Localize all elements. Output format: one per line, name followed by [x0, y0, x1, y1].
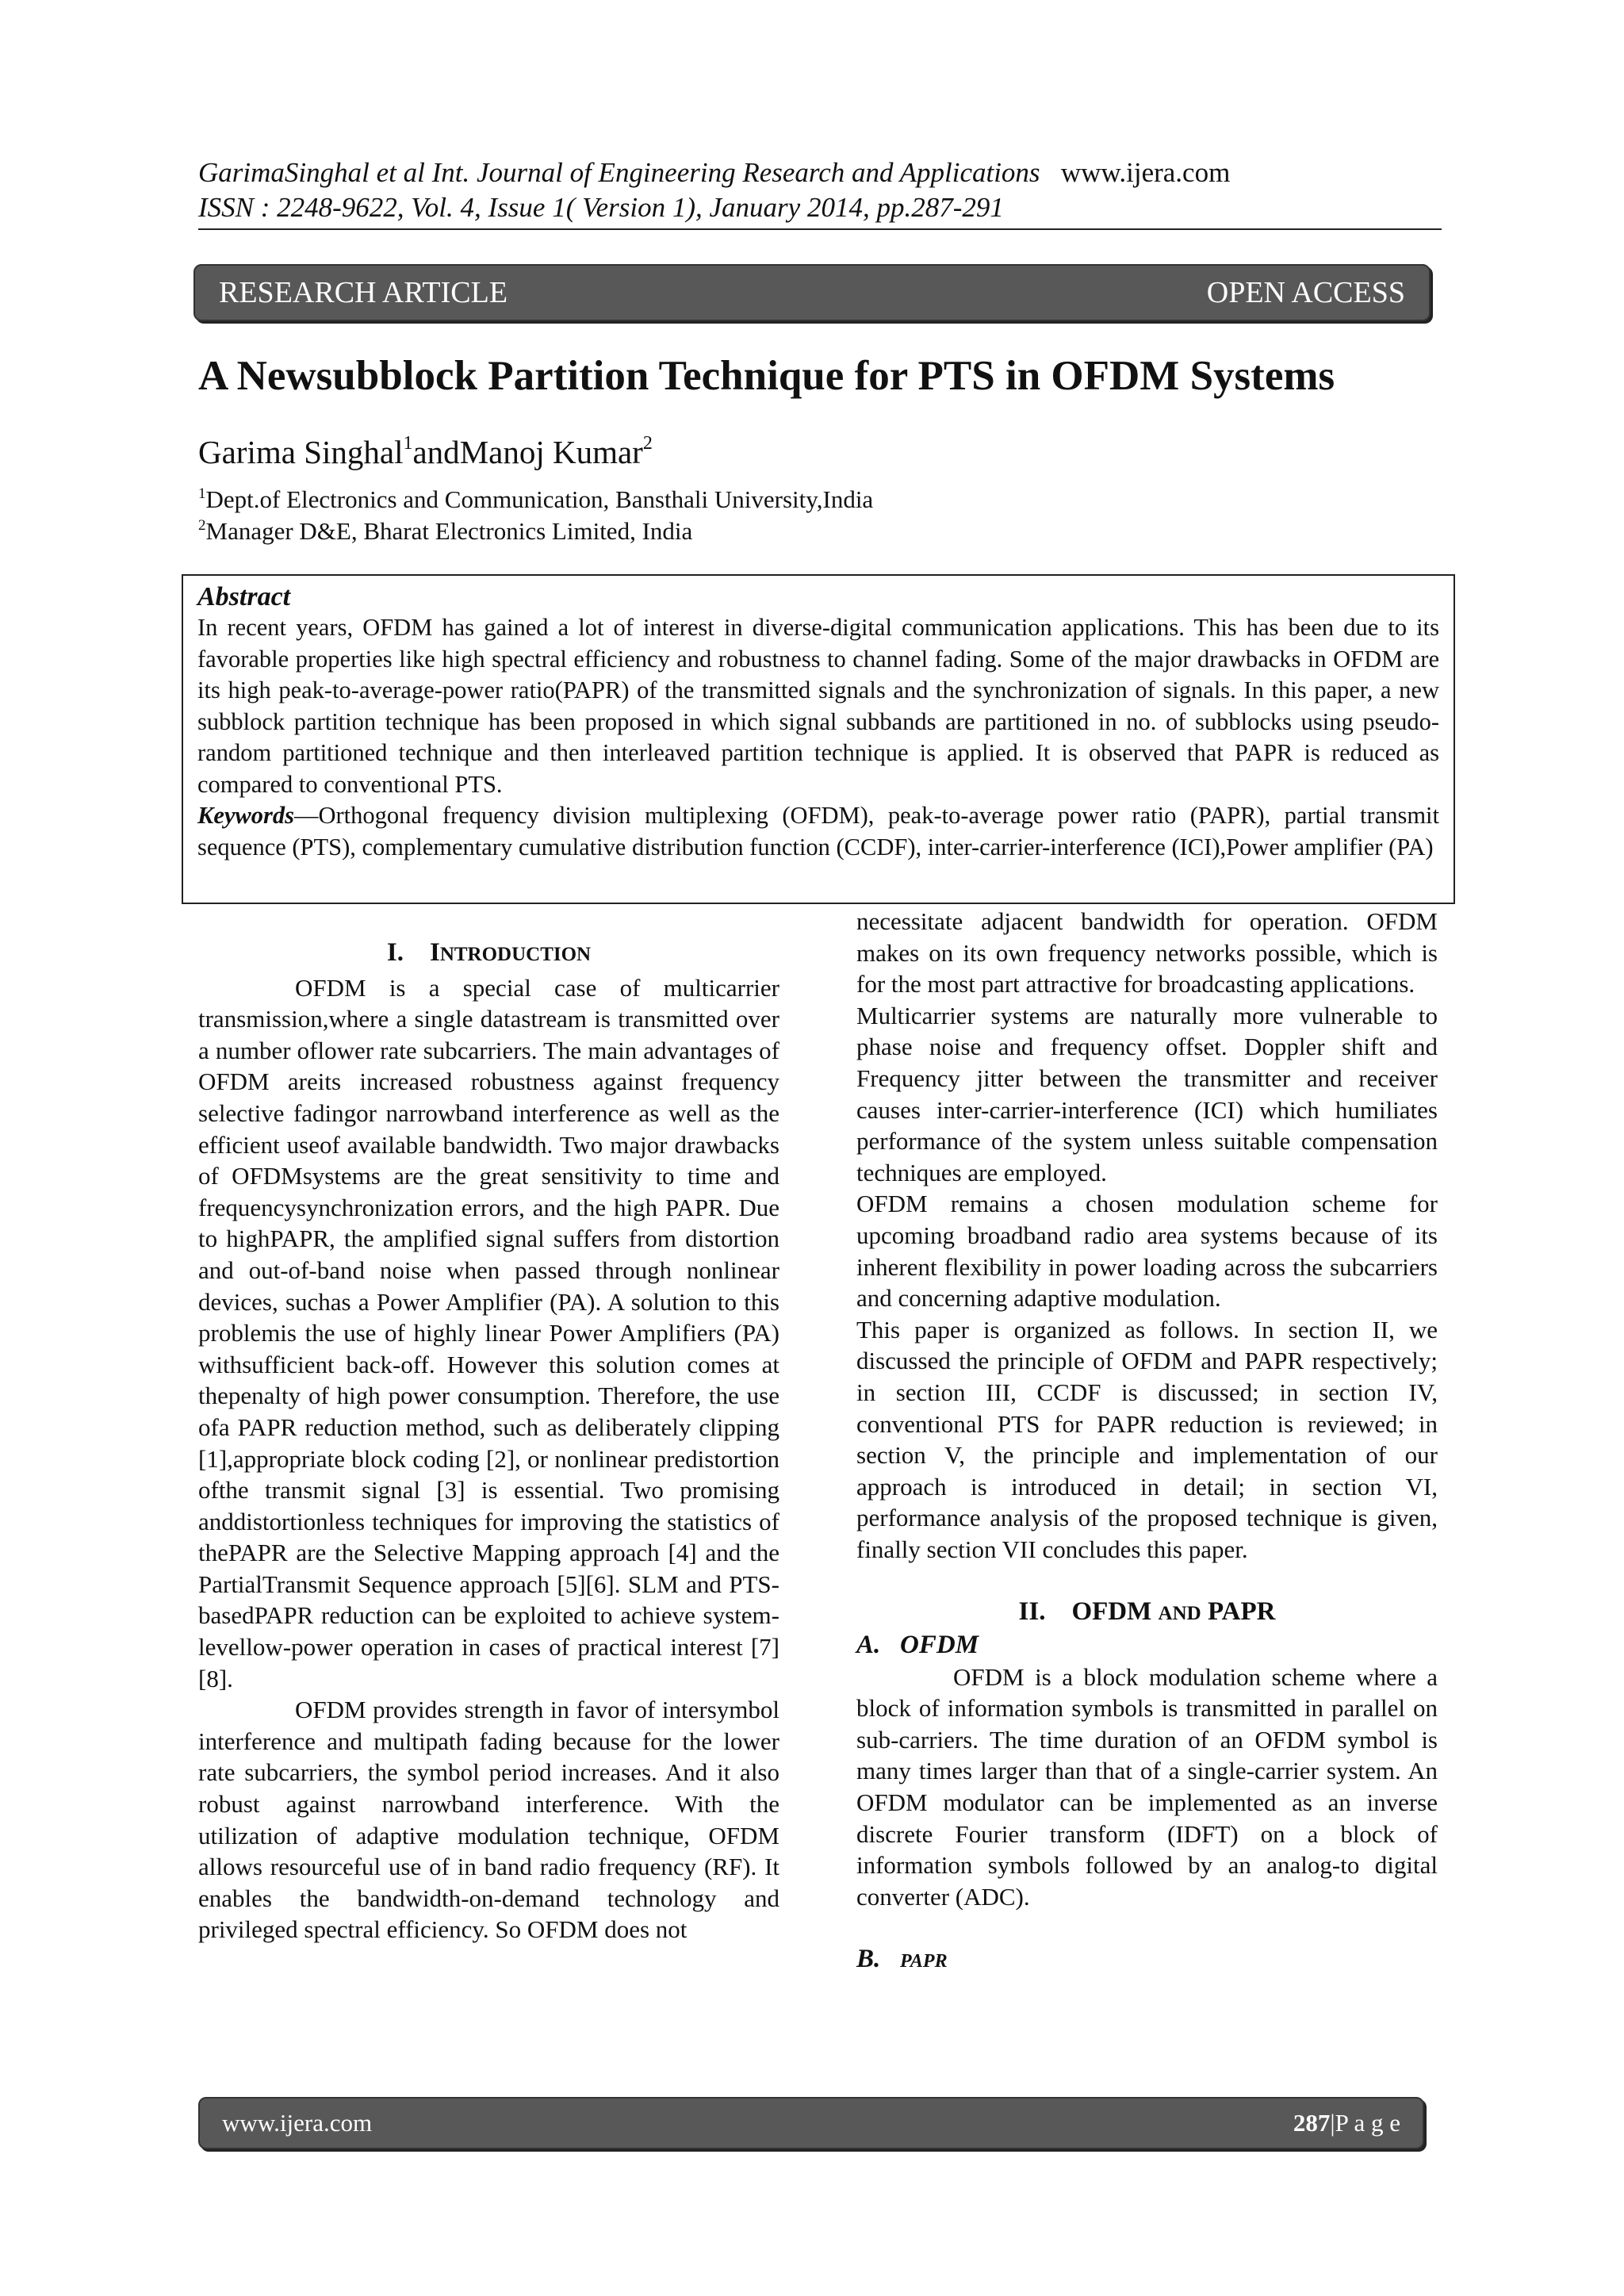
subsection-b-title: PAPR — [900, 1951, 948, 1972]
left-column — [198, 937, 779, 1945]
abstract-box — [182, 574, 1455, 904]
footer-url[interactable]: www.ijera.com — [222, 2109, 373, 2137]
subsection-a-label: A. — [856, 1631, 881, 1660]
subsection-b-heading — [856, 1944, 1438, 1978]
keywords-label: Keywords — [197, 802, 294, 829]
intro-paragraph-2: OFDM provides strength in favor of intersymbol interference and multipath fading because for the lower rate subcarriers, the symbol period increases. And it also robust against narrowband interference. With the utilization of adaptive modulation technique, OFDM allows resourceful use of in band radio frequency (RF). It enables the bandwidth-on-demand technology and privileged spectral efficiency. So OFDM does not — [198, 1696, 779, 1944]
authors — [198, 433, 653, 471]
affiliation-1-sup: 1 — [198, 485, 206, 502]
abstract-text: In recent years, OFDM has gained a lot of interest in diverse-digital communication applications. This has been due to its favorable properties like high spectral efficiency and robustness to channel fading. Some of the major drawbacks in OFDM are its high peak-to-average-power ratio(PAPR) of the transmitted signals and the synchronization of signals. In this paper, a new subblock partition technique has been proposed in which signal subbands are partitioned in no. of subblocks using pseudo-random partitioned technique and then interleaved partition technique is applied. It is observed that PAPR is reduced as compared to conventional PTS. — [197, 614, 1439, 798]
keywords-text: —Orthogonal frequency division multiplexing (OFDM), peak-to-average power ratio (PAPR), partial transmit sequence (PTS), complementary cumulative distribution function (CCDF), inter-carrier-interference (ICI),Power amplifier (PA) — [197, 802, 1439, 861]
author-1-sup: 1 — [403, 433, 413, 454]
right-paragraph-3: OFDM remains a chosen modulation scheme for upcoming broadband radio area systems because of its inherent flexibility in power loading across the subcarriers and concerning adaptive modulation. — [856, 1190, 1438, 1313]
affiliation-2 — [198, 510, 692, 547]
section-1-title: NTRODUCTION — [439, 944, 592, 965]
subsection-a-heading — [856, 1630, 1438, 1662]
author-1: Garima Singhal — [198, 434, 404, 470]
author-2: Manoj Kumar — [459, 434, 643, 470]
right-paragraph-1: necessitate adjacent bandwidth for operation. OFDM makes on its own frequency networks possible, which is for the most part attractive for broadcasting applications. — [856, 907, 1438, 999]
affiliation-1-text: Dept.of Electronics and Communication, Bansthali University,India — [205, 485, 874, 513]
right-paragraph-4: This paper is organized as follows. In section II, we discussed the principle of OFDM and PAPR respectively; in section III, CCDF is discussed; in section IV, conventional PTS for PAPR reduction is reviewed; in section V, the principle and implementation of our approach is introduced in detail; in section VI, performance analysis of the proposed technique is given, finally section VII concludes this paper. — [856, 1315, 1438, 1563]
section-2-title-a: OFDM — [1071, 1597, 1159, 1627]
section-2-heading — [856, 1596, 1438, 1630]
paper-title: A Newsubblock Partition Technique for PTS in OFDM Systems — [198, 353, 1335, 399]
section-2-title-b: AND — [1158, 1603, 1201, 1625]
section-1-heading — [198, 937, 779, 971]
intro-paragraph-1: OFDM is a special case of multicarrier transmission,where a single datastream is transmitted over a number oflower rate subcarriers. The main advantages of OFDM areits increased robustness against frequency selective fadingor narrowband interference as well as the efficient useof available bandwidth. Two major drawbacks of OFDMsystems are the great sensitivity to time and frequencysynchronization errors, and the high PAPR. Due to highPAPR, the amplified signal suffers from distortion and out-of-band noise when passed through nonlinear devices, suchas a Power Amplifier (PA). A solution to this problemis the use of highly linear Power Amplifiers (PA) withsufficient back-off. However this solution comes at thepenalty of high power consumption. Therefore, the use ofa PAPR reduction method, such as deliberately clipping [1],appropriate block coding [2], or nonlinear predistortion ofthe transmit signal [3] is essential. Two promising anddistortionless techniques for improving the statistics of thePAPR are the Selective Mapping approach [4] and the PartialTransmit Sequence approach [5][6]. SLM and PTS-basedPAPR reduction can be exploited to achieve system-levellow-power operation in cases of practical interest [7][8]. — [198, 973, 779, 1692]
page-number — [1293, 2109, 1400, 2137]
page-label: |P a g e — [1330, 2109, 1400, 2137]
open-access-label: OPEN ACCESS — [1206, 276, 1405, 309]
footer-banner — [198, 2097, 1424, 2149]
section-1-number: I. — [386, 938, 404, 967]
author-and: and — [412, 434, 460, 470]
affiliation-2-sup: 2 — [198, 517, 206, 534]
subsection-b-label: B. — [856, 1945, 881, 1974]
header-rule — [198, 228, 1442, 230]
abstract-heading: Abstract — [197, 582, 291, 611]
journal-citation: GarimaSinghal et al Int. Journal of Engineering Research and Applications — [198, 157, 1040, 188]
right-column — [856, 906, 1438, 1978]
author-2-sup: 2 — [642, 433, 653, 454]
keywords — [197, 800, 1439, 863]
section-1-initial: I — [429, 938, 440, 967]
affiliation-2-text: Manager D&E, Bharat Electronics Limited, India — [205, 517, 693, 545]
research-article-label: RESEARCH ARTICLE — [219, 276, 508, 309]
article-banner — [193, 264, 1431, 321]
section-2-title-c: PAPR — [1201, 1597, 1276, 1627]
journal-header — [198, 155, 1230, 190]
right-paragraph-2: Multicarrier systems are naturally more vulnerable to phase noise and frequency offset. Doppler shift and Frequency jitter between the transmitter and receiver causes inter-carrier-interference (ICI) which humiliates performance of the system unless suitable compensation techniques are employed. — [856, 1001, 1438, 1186]
page-number-value: 287 — [1293, 2109, 1331, 2137]
journal-url[interactable]: www.ijera.com — [1060, 157, 1231, 188]
subsection-a-title: OFDM — [900, 1631, 979, 1660]
ofdm-paragraph: OFDM is a block modulation scheme where a block of information symbols is transmitted in parallel on sub-carriers. The time duration of an OFDM symbol is many times larger than that of a single-carrier system. An OFDM modulator can be implemented as an inverse discrete Fourier transform (IDFT) on a block of information symbols followed by an analog-to digital converter (ADC). — [856, 1662, 1438, 1911]
journal-issn: ISSN : 2248-9622, Vol. 4, Issue 1( Version 1), January 2014, pp.287-291 — [198, 192, 1004, 223]
section-2-number: II. — [1018, 1597, 1046, 1627]
